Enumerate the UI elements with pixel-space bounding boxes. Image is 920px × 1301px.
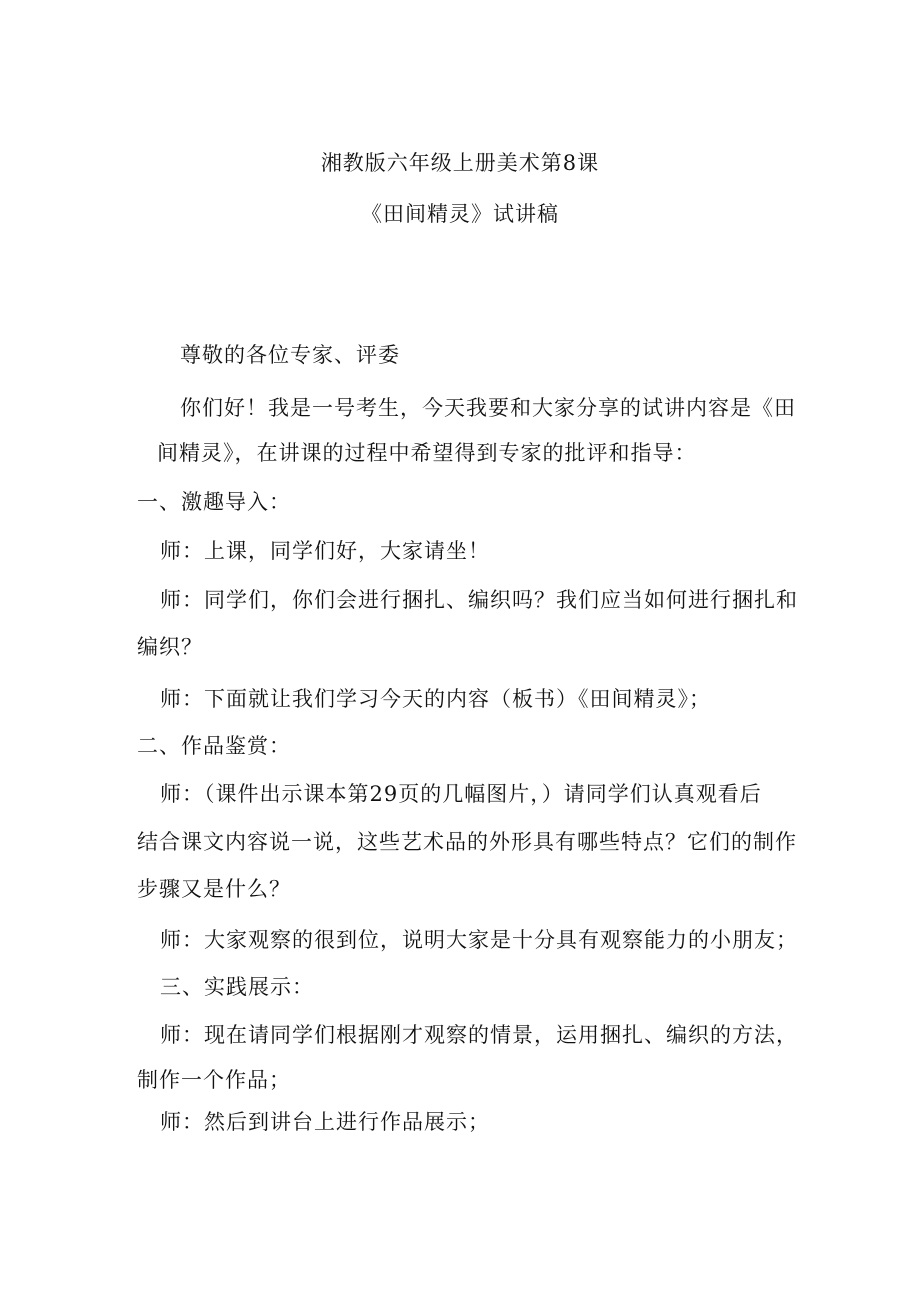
section-2-paragraph-1-line-1: 师：（课件出示课本第29页的几幅图片，）请同学们认真观看后 — [160, 782, 762, 806]
document-subtitle: 《田间精灵》试讲稿 — [361, 202, 559, 226]
intro-line-1: 你们好！我是一号考生，今天我要和大家分享的试讲内容是《田 — [180, 396, 796, 420]
section-3-paragraph-2: 师：然后到讲台上进行作品展示； — [160, 1110, 490, 1134]
section-3-heading: 三、实践展示： — [160, 975, 314, 999]
section-1-heading: 一、激趣导入： — [137, 490, 291, 514]
section-1-paragraph-3: 师：下面就让我们学习今天的内容（板书）《田间精灵》； — [160, 687, 711, 711]
greeting-line: 尊敬的各位专家、评委 — [180, 343, 400, 367]
section-2-paragraph-1-line-2: 结合课文内容说一说，这些艺术品的外形具有哪些特点？它们的制作 — [137, 830, 797, 854]
section-1-paragraph-2-line-2: 编织？ — [137, 635, 203, 659]
document-title: 湘教版六年级上册美术第8课 — [320, 151, 600, 175]
section-1-paragraph-1: 师：上课，同学们好，大家请坐！ — [160, 539, 490, 563]
section-1-paragraph-2-line-1: 师：同学们，你们会进行捆扎、编织吗？我们应当如何进行捆扎和 — [160, 588, 798, 612]
intro-line-2: 间精灵》，在讲课的过程中希望得到专家的批评和指导： — [157, 441, 697, 465]
section-2-heading: 二、作品鉴赏： — [137, 734, 291, 758]
section-2-paragraph-2: 师：大家观察的很到位，说明大家是十分具有观察能力的小朋友； — [160, 928, 798, 952]
section-2-paragraph-1-line-3: 步骤又是什么？ — [137, 877, 291, 901]
section-3-paragraph-1-line-1: 师：现在请同学们根据刚才观察的情景，运用捆扎、编织的方法， — [160, 1023, 798, 1047]
section-3-paragraph-1-line-2: 制作一个作品； — [137, 1068, 291, 1092]
